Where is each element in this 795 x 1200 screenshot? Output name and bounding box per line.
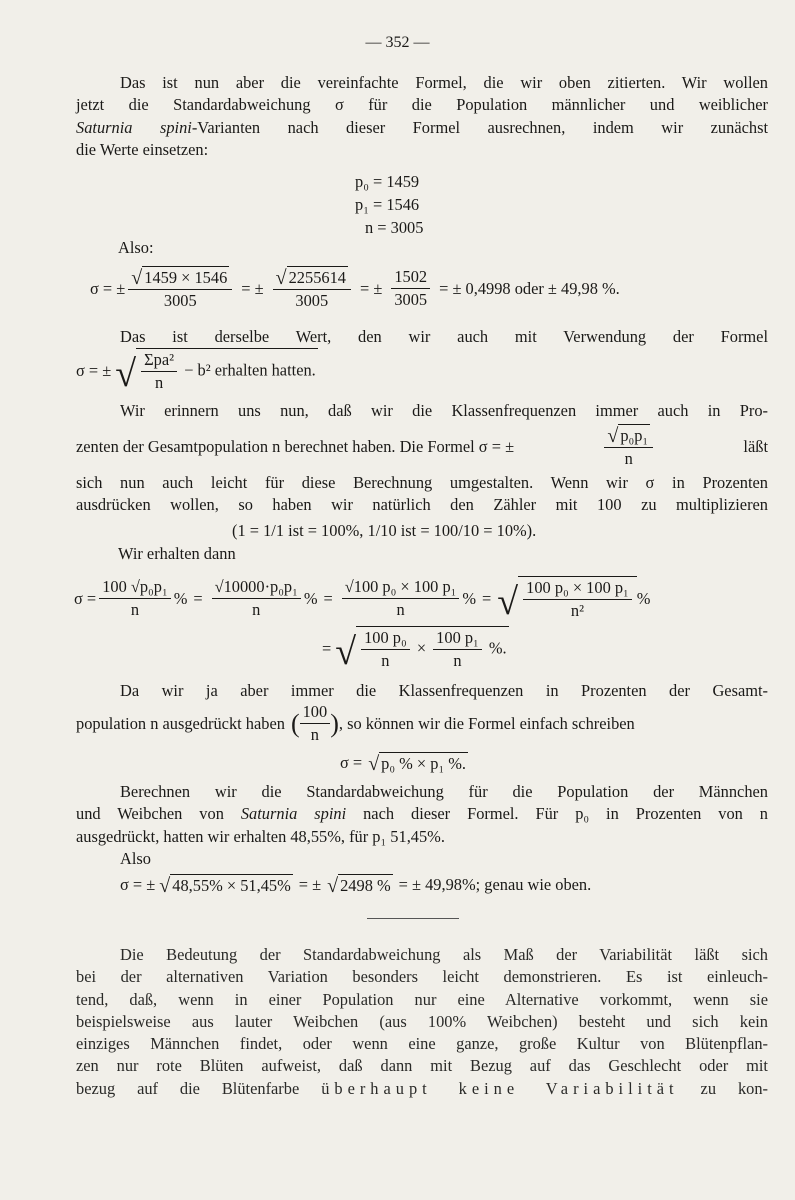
text-fragment: zu kon- xyxy=(700,1078,768,1098)
species-name: Saturnia spini xyxy=(76,117,192,137)
frac-den: n xyxy=(381,651,390,670)
frac-den: n xyxy=(252,600,261,619)
frac-num: √ 2255614 xyxy=(273,266,351,290)
radicand: 2498 % xyxy=(340,876,391,895)
radicand: 2255614 xyxy=(288,268,346,287)
text-line: jetzt die Standardabweichung σ für die Population männlicher und weiblicher xyxy=(76,95,768,115)
page-number: — 352 — xyxy=(365,34,430,51)
radicand: 48,55% × 51,45% xyxy=(172,876,291,895)
text-line: Da wir ja aber immer die Klassenfrequenzen in Prozenten der Gesamt- xyxy=(120,681,768,700)
radicand: 1459 × 1546 xyxy=(144,268,228,287)
eq-sigma: σ = xyxy=(74,588,97,608)
text-line: sich nun auch leicht für diese Berechnung umgestalten. Wenn wir σ in Prozenten xyxy=(76,473,768,492)
inline-fraction xyxy=(604,424,653,469)
percent-note: (1 = 1/1 ist = 100%, 1/10 ist = 100/10 = 10%). xyxy=(232,521,537,540)
frac-den: 3005 xyxy=(295,291,329,310)
frac-num: √ p₀p₁ xyxy=(604,424,653,448)
fraction xyxy=(141,350,177,393)
root: √ 48,55% × 51,45% xyxy=(159,875,291,897)
radicand xyxy=(136,348,318,393)
equation-sigma-numeric: σ = ± √ 1459 × 1546 3005 = ± √ 2255614 3005 = ± $\frac{1502}{3005}$ = ± 0,4998 oder ± 49,98 %. xyxy=(90,267,620,310)
paragraph-simplify xyxy=(76,680,768,702)
text-line: zen nur rote Blüten aufweist, daß dann mit Bezug auf das Geschlecht oder mit xyxy=(76,1056,768,1076)
radicand xyxy=(356,626,509,671)
fraction-3 xyxy=(391,267,430,310)
def-p1: p₁ = 1546 xyxy=(355,195,420,214)
text-line-with-fraction: population n ausgedrückt haben ( $\frac{100}{n}$ ) , so können wir die Formel einfach schreiben xyxy=(76,702,635,744)
frac-den: n xyxy=(310,725,319,744)
text-fragment: population n ausgedrückt haben xyxy=(76,713,285,733)
frac-den: n xyxy=(130,600,140,619)
eq-sigma: σ = ± xyxy=(90,278,126,298)
percent-sign: % xyxy=(462,588,477,608)
section-divider xyxy=(367,918,459,919)
species-name: Saturnia spini xyxy=(240,804,347,824)
frac-num: 100 p₀ × 100 p₁ xyxy=(523,578,632,600)
frac-den: n xyxy=(155,373,164,392)
text-fragment: bezug auf die Blütenfarbe xyxy=(76,1078,300,1098)
text-line xyxy=(76,803,768,825)
frac-num: 1502 xyxy=(391,267,430,289)
frac-den: n xyxy=(453,651,462,670)
paragraph-intro xyxy=(76,72,768,161)
text-line: einziges Männchen findet, oder wenn eine ganze, große Kultur von Blütenpflan- xyxy=(76,1034,768,1054)
times-sign: × xyxy=(416,638,427,658)
text-line: ausdrücken wollen, so haben wir natürlich den Zähler mit 100 zu multiplizieren xyxy=(76,495,768,515)
paragraph-compute xyxy=(76,781,768,870)
percent-sign: % xyxy=(173,588,188,608)
fraction-a xyxy=(361,628,410,671)
text-line: Das ist derselbe Wert, den wir auch mit Verwendung der Formel xyxy=(120,327,768,346)
text-line: beispielsweise aus lauter Weibchen (aus 100% Weibchen) besteht und sich kein xyxy=(76,1011,768,1031)
eq-equals: = xyxy=(322,638,332,658)
text-line: Das ist nun aber die vereinfachte Formel, die wir oben zitierten. Wir wollen xyxy=(120,73,768,92)
text-fragment: -Varianten nach dieser Formel ausrechnen, indem wir zunächst xyxy=(191,117,769,137)
eq-tail: = ± 49,98%; genau wie oben. xyxy=(398,875,592,894)
text-line: ausgedrückt, hatten wir erhalten 48,55%, für p₁ 51,45%. xyxy=(76,826,445,846)
text-line: Wir erhalten dann xyxy=(118,544,236,563)
frac-num: 100 p₁ xyxy=(433,628,482,650)
fraction-2 xyxy=(273,266,351,311)
frac-den: 3005 xyxy=(163,291,197,310)
text-line: Also xyxy=(120,848,151,868)
paragraph-percent xyxy=(76,400,768,422)
root: √ 2498 % xyxy=(327,875,391,897)
frac-den: n² xyxy=(570,601,585,620)
frac-num: √10000·p₀p₁ xyxy=(212,577,301,599)
text-line xyxy=(76,1078,768,1100)
equation-sigma-simple xyxy=(340,752,468,774)
frac-num: 100 p₀ xyxy=(361,628,410,650)
fraction-3 xyxy=(342,577,460,620)
eq-result: = ± 0,4998 oder ± 49,98 %. xyxy=(439,278,620,298)
radicand xyxy=(518,576,637,621)
def-p0: p₀ = 1459 xyxy=(355,172,420,191)
root: √ $\frac{\text{100 p₀}}{n}$ × $\frac{\text{100 p₁}}{n}$ %. xyxy=(335,628,507,673)
also-label: Also: xyxy=(118,238,154,257)
root: √ $\frac{\text{100 p₀ × 100 p₁}}{\text{n²}}$ xyxy=(497,576,637,621)
eq-sigma: σ = ± xyxy=(120,875,156,894)
text-fragment: und Weibchen von xyxy=(76,804,224,824)
root: √ p₀ % × p₁ %. xyxy=(368,753,467,775)
frac-num: √100 p₀ × 100 p₁ xyxy=(342,577,460,599)
equation-sigma-percent: σ = $\frac{\text{100 √p₀p₁}}{n}$ % = $\frac{\text{√10000·p₀p₁}}{n}$ % = $\frac{\text{√100 p₀ × 100 p₁}}{n}$ % = √ $\frac{\text{100 p₀ × 100 p₁}}{\text{n²}}$ % xyxy=(74,577,651,623)
frac-den: n xyxy=(396,600,405,619)
text-fragment: , so können wir die Formel einfach schreiben xyxy=(338,713,635,733)
frac-num: 100 √p₀p₁ xyxy=(99,577,171,599)
def-n: n = 3005 xyxy=(365,218,424,237)
text-fragment: läßt xyxy=(743,436,768,456)
text-line xyxy=(76,117,768,139)
value-definitions xyxy=(355,170,423,239)
paragraph-same-value xyxy=(76,326,768,348)
text-fragment: nach dieser Formel. Für p₀ in Prozenten von n xyxy=(363,804,768,824)
radicand: p₀p₁ xyxy=(620,426,649,445)
root: √ $\frac{\text{Σpa²}}{n}$ − b² erhalten hatten. xyxy=(115,350,316,395)
paragraph-alternative-variation xyxy=(76,944,768,1100)
eq-tail: %. xyxy=(488,638,507,658)
text-line: bei der alternativen Variation besonders leicht demonstrieren. Es ist einleuch- xyxy=(76,967,768,987)
eq-mid: = ± xyxy=(298,875,322,894)
equation-sigma-final xyxy=(120,874,597,896)
radicand: p₀ % × p₁ %. xyxy=(381,754,467,773)
text-line: Die Bedeutung der Standardabweichung als Maß der Variabilität läßt sich xyxy=(120,945,768,964)
frac-den: n xyxy=(624,449,633,468)
paragraph-percent-cont xyxy=(76,472,768,517)
text-line: tend, daß, wenn in einer Population nur eine Alternative vorkommt, wenn sie xyxy=(76,989,768,1009)
emphasized-text: überhaupt keine Variabilität xyxy=(321,1078,679,1098)
text-line: die Werte einsetzen: xyxy=(76,139,209,159)
eq-sigma: σ = ± xyxy=(76,360,112,380)
percent-sign: % xyxy=(636,588,651,608)
text-line: Wir erinnern uns nun, daß wir die Klassenfrequenzen immer auch in Pro- xyxy=(120,401,768,420)
fraction-2 xyxy=(212,577,301,620)
fraction-1 xyxy=(99,577,171,620)
fraction-4 xyxy=(523,578,632,621)
text-line-with-formula xyxy=(76,424,768,469)
eq-sigma: σ = xyxy=(340,753,363,772)
inline-fraction xyxy=(300,702,331,745)
frac-num: √ 1459 × 1546 xyxy=(128,266,232,290)
text-line: Berechnen wir die Standardabweichung für die Population der Männchen xyxy=(120,782,768,801)
frac-den: 3005 xyxy=(394,290,428,309)
frac-num: 100 xyxy=(300,702,331,724)
equation-sigma-percent-2 xyxy=(322,626,509,671)
eq-tail: − b² erhalten hatten. xyxy=(184,360,316,380)
frac-num: Σpa² xyxy=(141,350,177,372)
percent-sign: % xyxy=(303,588,318,608)
fraction-b xyxy=(433,628,482,671)
fraction-1 xyxy=(128,266,232,311)
text-fragment: zenten der Gesamtpopulation n berechnet haben. Die Formel σ = ± xyxy=(76,436,515,456)
equation-sigma-formula xyxy=(76,348,318,393)
